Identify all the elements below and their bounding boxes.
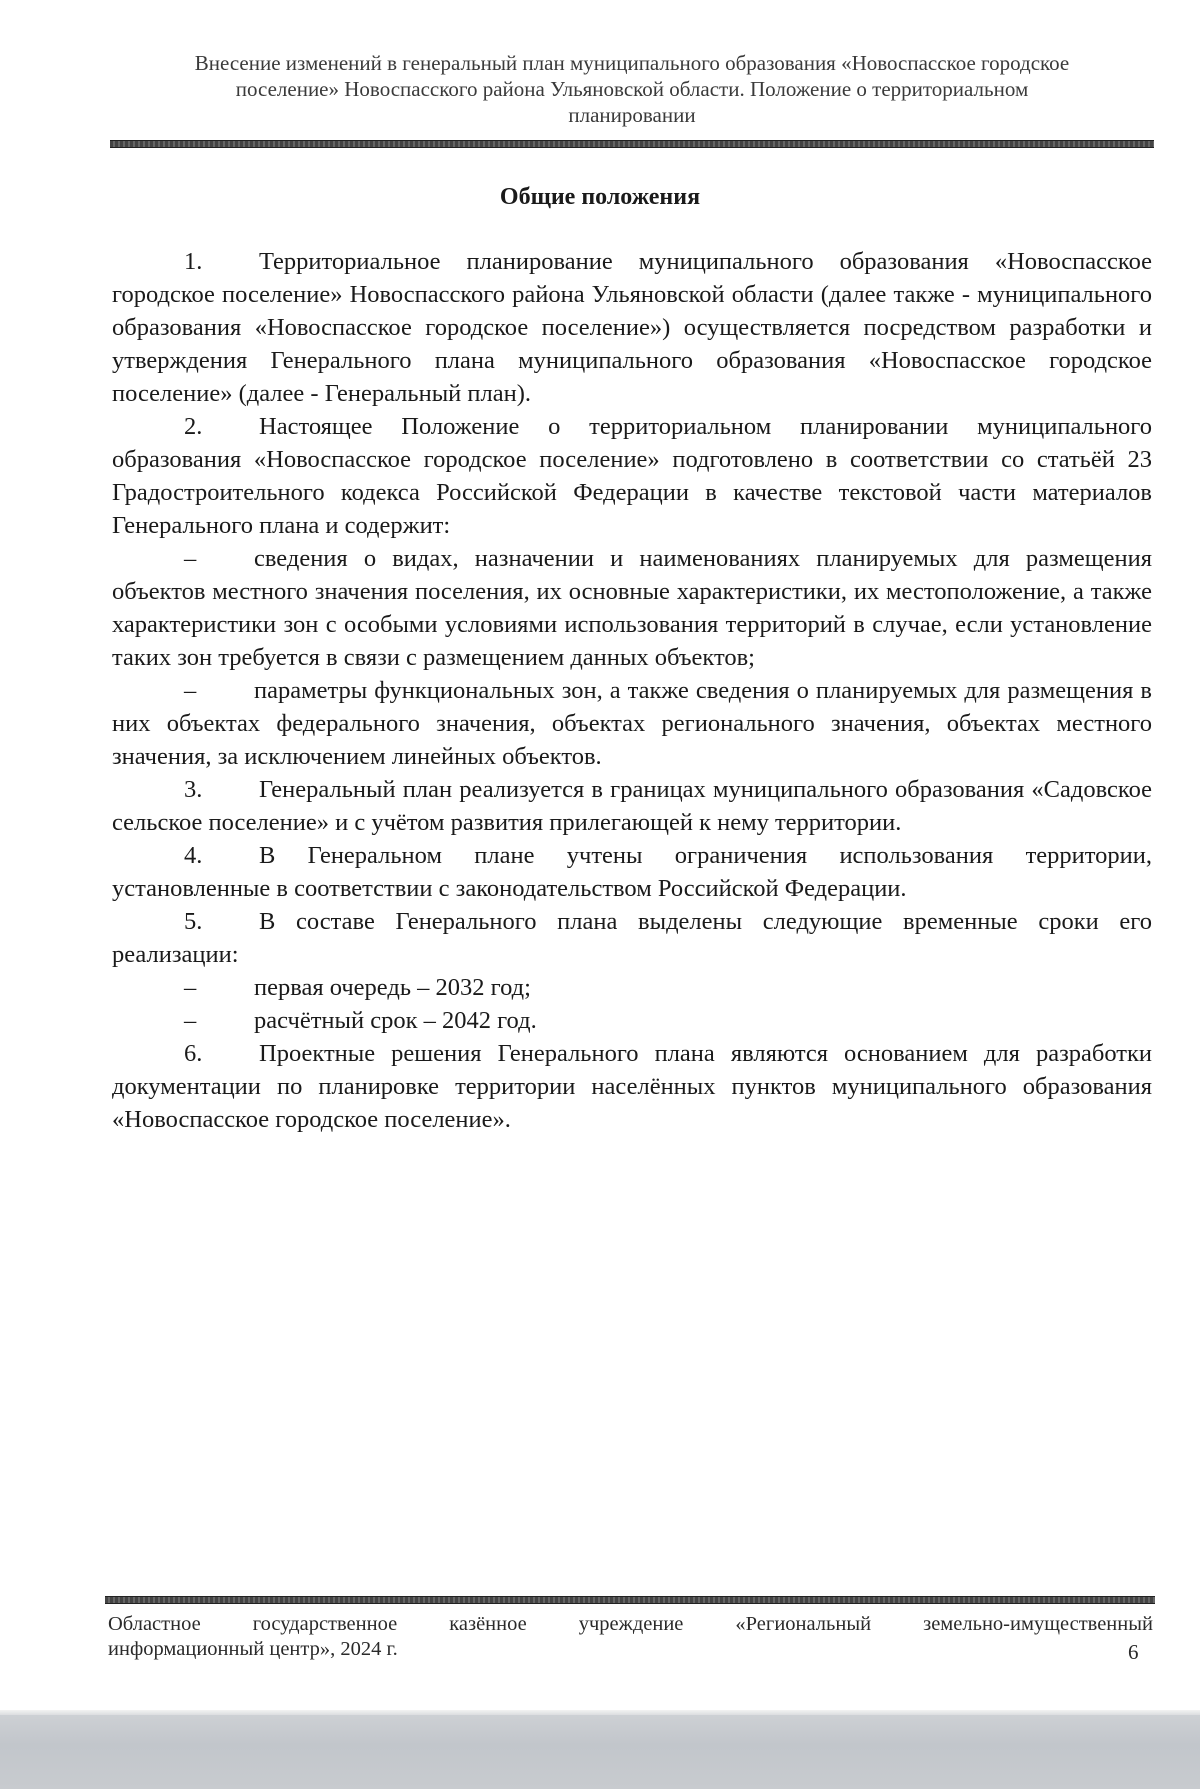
paragraph-number: 3.: [184, 776, 203, 803]
footer-line-2: информационный центр», 2024 г.: [108, 1638, 398, 1660]
dash-list-item: [112, 971, 1152, 1004]
dash-marker: –: [184, 677, 197, 704]
paragraph-text: Настоящее Положение о территориальном планировании муниципального образования «Новоспасское городское поселение» подготовлено в соответствии со статьёй 23 Градостроительного кодекса Российской Федерации в качестве текстовой части материалов Генерального плана и содержит:: [112, 413, 1152, 539]
page-header: [108, 50, 1156, 128]
header-line-3: планировании: [568, 103, 696, 127]
paragraph-number: 5.: [184, 908, 203, 935]
list-item-text: параметры функциональных зон, а также сведения о планируемых для размещения в них объектах федерального значения, объектах регионального значения, объектах местного значения, за исключением линейных объектов.: [112, 677, 1152, 770]
paragraph-number: 1.: [184, 248, 203, 275]
header-divider: [110, 140, 1154, 148]
dash-marker: –: [184, 545, 197, 572]
dash-list-item: [112, 674, 1152, 773]
paragraph-text: В составе Генерального плана выделены следующие временные сроки его реализации:: [112, 908, 1152, 968]
footer-divider: [105, 1596, 1155, 1604]
scanner-background-band: [0, 1715, 1200, 1789]
numbered-paragraph-4: [112, 839, 1152, 905]
dash-marker: –: [184, 974, 197, 1001]
list-item-text: расчётный срок – 2042 год.: [254, 1007, 537, 1034]
paragraph-number: 2.: [184, 413, 203, 440]
dash-marker: –: [184, 1007, 197, 1034]
list-item-text: сведения о видах, назначении и наименованиях планируемых для размещения объектов местного значения поселения, их основные характеристики, их местоположение, а также характеристики зон с особыми условиями использования территорий в случае, если установление таких зон требуется в связи с размещением данных объектов;: [112, 545, 1152, 671]
paragraph-text: Генеральный план реализуется в границах муниципального образования «Садовское сельское поселение» и с учётом развития прилегающей к нему территории.: [112, 776, 1152, 836]
numbered-paragraph-5: [112, 905, 1152, 971]
footer-line-1: Областное государственное казённое учреждение «Региональный земельно-имущественный: [108, 1613, 1153, 1635]
header-line-1: Внесение изменений в генеральный план муниципального образования «Новоспасское городское: [194, 51, 1070, 75]
paragraph-text: Проектные решения Генерального плана являются основанием для разработки документации по планировке территории населённых пунктов муниципального образования «Новоспасское городское поселение».: [112, 1040, 1152, 1133]
paragraph-number: 6.: [184, 1040, 203, 1067]
paragraph-text: Территориальное планирование муниципального образования «Новоспасское городское поселение» Новоспасского района Ульяновской области (далее также - муниципального образования «Новоспасское городское поселение») осуществляется посредством разработки и утверждения Генерального плана муниципального образования «Новоспасское городское поселение» (далее - Генеральный план).: [112, 248, 1152, 407]
dash-list-item: [112, 542, 1152, 674]
dash-list-item: [112, 1004, 1152, 1037]
document-body: [112, 245, 1152, 1136]
numbered-paragraph-6: [112, 1037, 1152, 1136]
section-title: Общие положения: [499, 184, 701, 210]
header-line-2: поселение» Новоспасского района Ульяновской области. Положение о территориальном: [235, 77, 1029, 101]
list-item-text: первая очередь – 2032 год;: [254, 974, 531, 1001]
paragraph-number: 4.: [184, 842, 203, 869]
paragraph-text: В Генеральном плане учтены ограничения использования территории, установленные в соответствии с законодательством Российской Федерации.: [112, 842, 1152, 902]
numbered-paragraph-1: [112, 245, 1152, 410]
page-number: 6: [1128, 1640, 1139, 1664]
numbered-paragraph-2: [112, 410, 1152, 542]
numbered-paragraph-3: [112, 773, 1152, 839]
